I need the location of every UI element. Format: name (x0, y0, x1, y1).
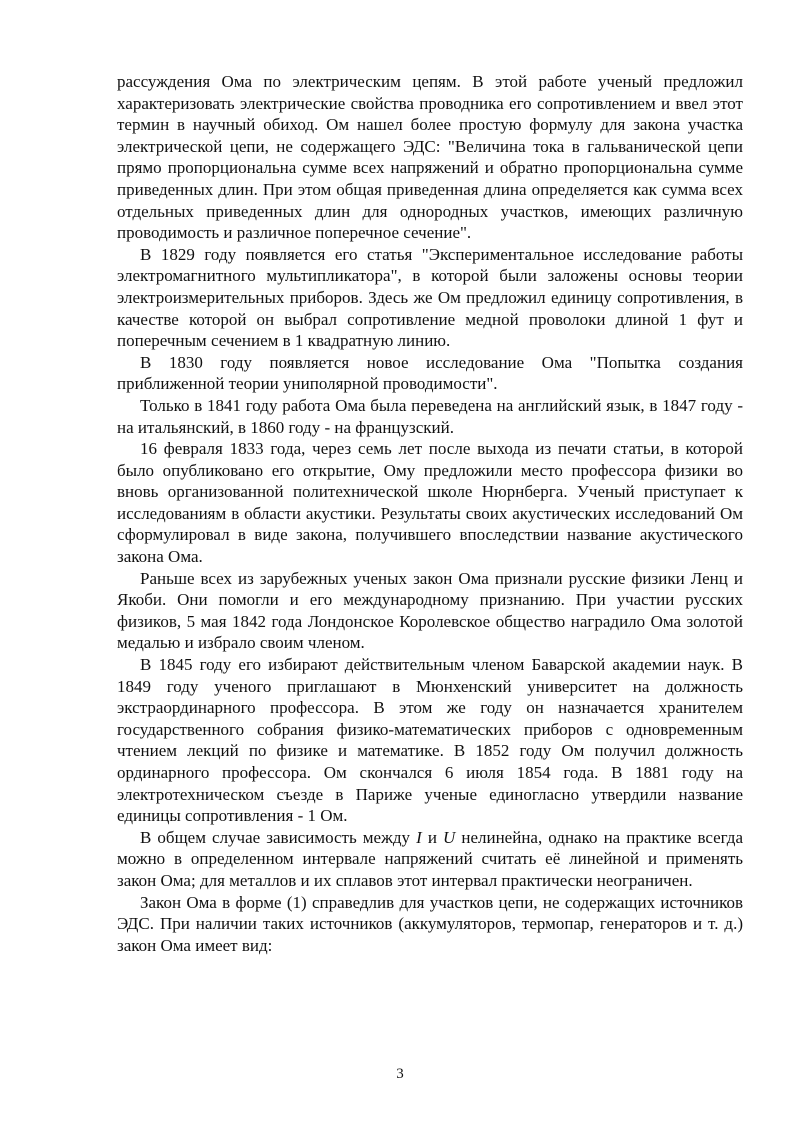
paragraph-translations: Только в 1841 году работа Ома была переведена на английский язык, в 1847 году - на итальянский, в 1860 году - на французский. (117, 395, 743, 437)
paragraph-nonlinear-dependence (117, 827, 743, 892)
nonlinear-text-before: В общем случае зависимость между (140, 827, 417, 847)
paragraph-ohm-reasoning: рассуждения Ома по электрическим цепям. В этой работе ученый предложил характеризовать электрические свойства проводника его сопротивлением и ввел этот термин в научный обиход. Ом нашел более простую формулу для закона участка электрической цепи, не содержащего ЭДС: "Величина тока в гальванической цепи прямо пропорциональна сумме всех напряжений и обратно пропорциональна сумме приведенных длин. При этом общая приведенная длина определяется как сумма всех отдельных приведенных длин для однородных участков, имеющих различную проводимость и различное поперечное сечение". (117, 72, 743, 243)
paragraph-1830-research: В 1830 году появляется новое исследование Ома "Попытка создания приближенной теории униполярной проводимости". (117, 352, 743, 394)
paragraph-1829-article: В 1829 году появляется его статья "Экспериментальное исследование работы электромагнитного мультипликатора", в которой были заложены основы теории электроизмерительных приборов. Здесь же Ом предложил единицу сопротивления, в качестве которой он выбрал сопротивление медной проволоки длиной 1 фут и поперечным сечением в 1 квадратную линию. (117, 244, 743, 351)
nonlinear-text-middle: и (421, 827, 443, 847)
paragraph-nuremberg-1833: 16 февраля 1833 года, через семь лет после выхода из печати статьи, в которой было опубликовано его открытие, Ому предложили место профессора физики во вновь организованной политехнической школе Нюрнберга. Ученый приступает к исследованиям в области акустики. Результаты своих акустических исследований Ом сформулировал в виде закона, получившего впоследствии название акустического закона Ома. (117, 439, 743, 567)
variable-current: I (416, 827, 422, 847)
paragraph-ohm-law-with-emf: Закон Ома в форме (1) справедлив для участков цепи, не содержащих источников ЭДС. При наличии таких источников (аккумуляторов, термопар, генераторов и т. д.) закон Ома имеет вид: (117, 892, 743, 955)
nonlinear-text-after: нелинейна, однако на практике всегда можно в определенном интервале напряжений считать её линейной и применять закон Ома; для металлов и их сплавов этот интервал практически неограничен. (117, 827, 743, 890)
variable-voltage: U (443, 827, 456, 847)
body-text (117, 71, 743, 956)
page-number: 3 (396, 1066, 404, 1082)
paragraph-munich-career: В 1845 году его избирают действительным членом Баварской академии наук. В 1849 году ученого приглашают в Мюнхенский университет на должность экстраординарного профессора. В этом же году он назначается хранителем государственного собрания физико-математических приборов с одновременным чтением лекций по физике и математике. В 1852 году Ом получил должность ординарного профессора. Ом скончался 6 июля 1854 года. В 1881 году на электротехническом съезде в Париже ученые единогласно утвердили название единицы сопротивления - 1 Ом. (117, 655, 743, 826)
paragraph-recognition: Раньше всех из зарубежных ученых закон Ома признали русские физики Ленц и Якоби. Они помогли и его международному признанию. При участии русских физиков, 5 мая 1842 года Лондонское Королевское общество наградило Ома золотой медалью и избрало своим членом. (117, 568, 743, 653)
